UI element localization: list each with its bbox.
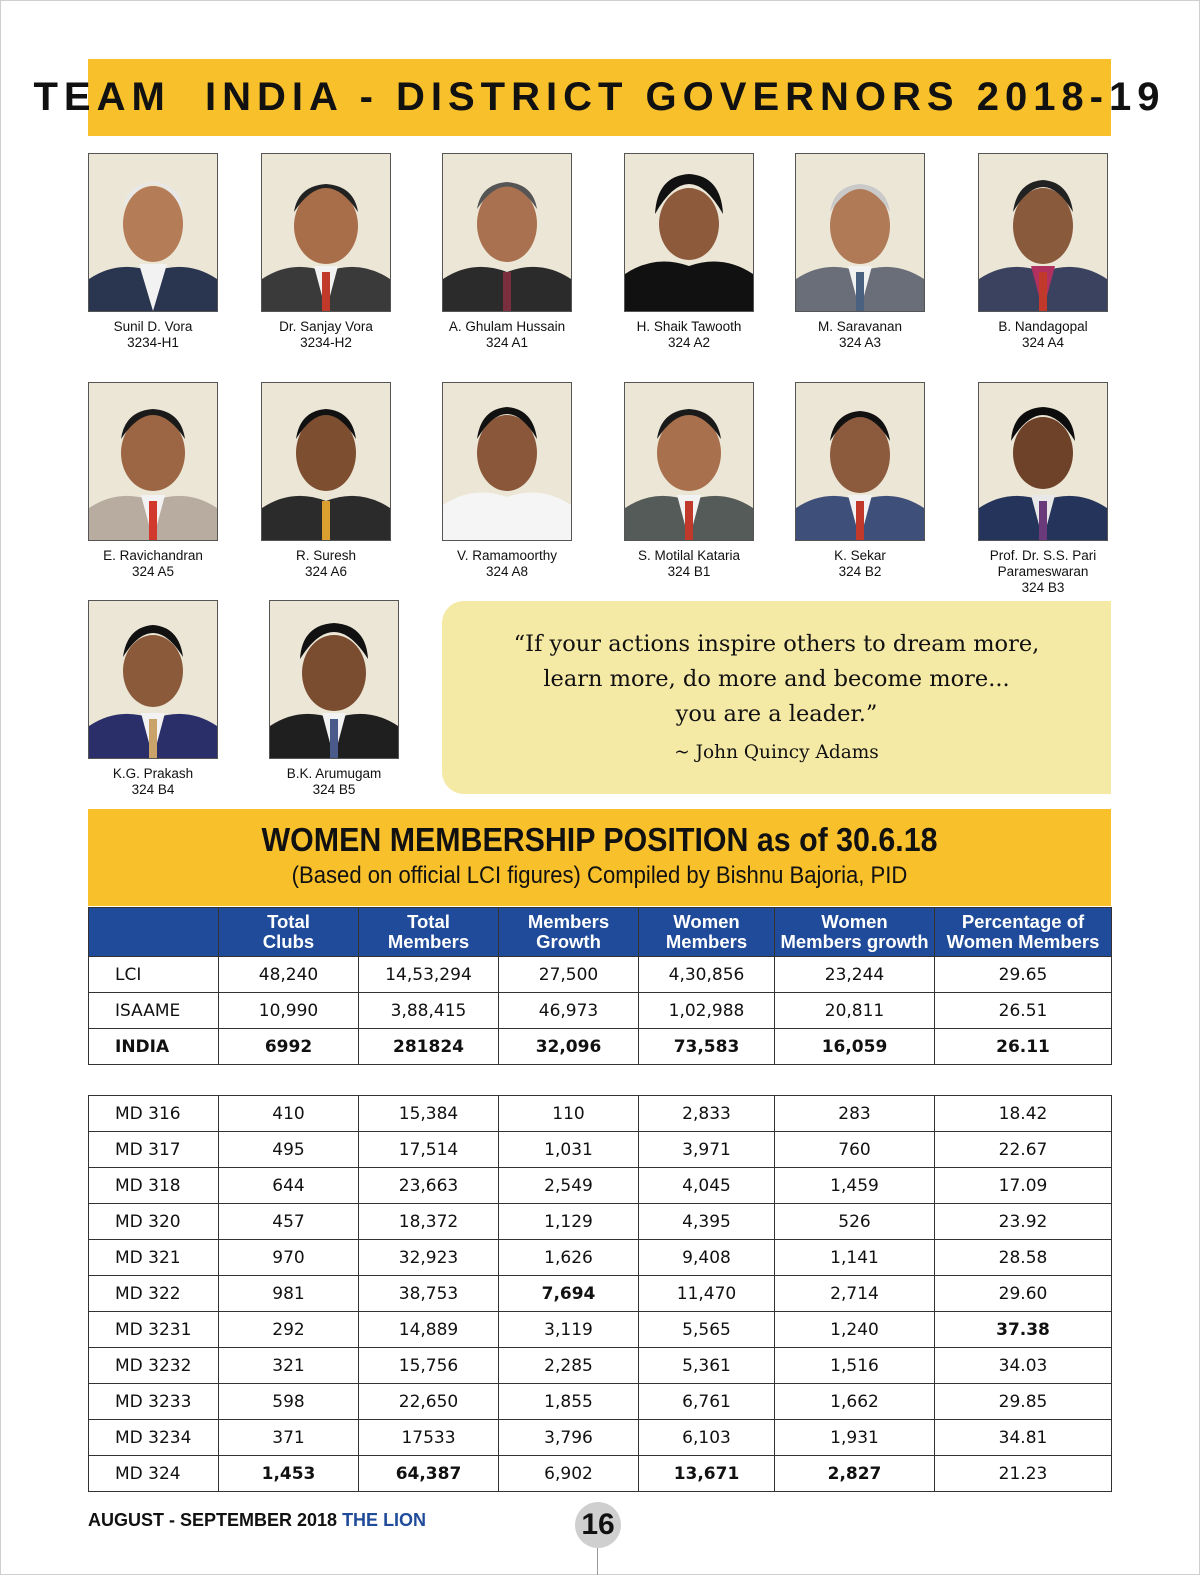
table-cell: 17533	[359, 1420, 499, 1456]
table-cell: 7,694	[499, 1276, 639, 1312]
row-label: MD 3232	[89, 1348, 219, 1384]
row-label: MD 324	[89, 1456, 219, 1492]
table-cell: 9,408	[639, 1240, 775, 1276]
table-cell: 110	[499, 1096, 639, 1132]
governor-district: 324 B4	[131, 782, 175, 797]
table-cell: 2,827	[775, 1456, 935, 1492]
table-row	[89, 1456, 1112, 1492]
table-cell: 15,384	[359, 1096, 499, 1132]
multiple-district-table	[88, 1095, 1112, 1492]
governor-name: Dr. Sanjay Vora	[279, 319, 373, 334]
table-cell: 10,990	[219, 993, 359, 1029]
governor-card	[978, 153, 1108, 351]
governor-card	[795, 382, 925, 580]
table-cell: 1,626	[499, 1240, 639, 1276]
governor-card	[269, 600, 399, 798]
table-cell: 3,796	[499, 1420, 639, 1456]
governor-name: R. Suresh	[295, 548, 357, 563]
governor-photo	[88, 382, 218, 541]
table-cell: 410	[219, 1096, 359, 1132]
column-header-empty	[89, 908, 219, 957]
governor-photo	[261, 153, 391, 312]
governor-district: 324 A5	[131, 564, 175, 579]
table-cell: 21.23	[935, 1456, 1112, 1492]
table-row	[89, 1132, 1112, 1168]
table-cell: 598	[219, 1384, 359, 1420]
table-cell: 970	[219, 1240, 359, 1276]
table-cell: 321	[219, 1348, 359, 1384]
section-subtitle: (Based on official LCI figures) Compiled by Bishnu Bajoria, PID	[291, 862, 908, 889]
column-header: Members Growth	[499, 908, 639, 957]
governor-district: 3234-H1	[127, 335, 179, 350]
table-cell: 526	[775, 1204, 935, 1240]
governor-district: 324 A3	[838, 335, 882, 350]
table-row	[89, 1312, 1112, 1348]
governor-card	[624, 153, 754, 351]
table-cell: 4,045	[639, 1168, 775, 1204]
column-header: Total Clubs	[219, 908, 359, 957]
governor-photo	[269, 600, 399, 759]
table-cell: 1,02,988	[639, 993, 775, 1029]
governor-card	[88, 600, 218, 798]
table-cell: 34.03	[935, 1348, 1112, 1384]
table-cell: 1,855	[499, 1384, 639, 1420]
table-cell: 23.92	[935, 1204, 1112, 1240]
governor-district: 324 B3	[1021, 580, 1065, 595]
governor-photo	[624, 382, 754, 541]
governor-card	[442, 153, 572, 351]
table-cell: 4,30,856	[639, 957, 775, 993]
table-cell: 2,714	[775, 1276, 935, 1312]
table-cell: 38,753	[359, 1276, 499, 1312]
table-cell: 14,53,294	[359, 957, 499, 993]
table-cell: 17,514	[359, 1132, 499, 1168]
table-cell: 32,096	[499, 1029, 639, 1065]
governor-name: H. Shaik Tawooth	[636, 319, 742, 334]
table-cell: 1,129	[499, 1204, 639, 1240]
governor-name: Sunil D. Vora	[113, 319, 193, 334]
row-label: MD 322	[89, 1276, 219, 1312]
governor-district: 324 A2	[667, 335, 711, 350]
table-cell: 1,662	[775, 1384, 935, 1420]
table-cell: 3,971	[639, 1132, 775, 1168]
governor-card	[978, 382, 1108, 596]
column-header: Percentage of Women Members	[935, 908, 1112, 957]
row-label: MD 316	[89, 1096, 219, 1132]
column-header: Women Members growth	[775, 908, 935, 957]
governor-photo	[624, 153, 754, 312]
footer-publication: THE LION	[342, 1510, 427, 1530]
table-cell: 18,372	[359, 1204, 499, 1240]
table-cell: 26.11	[935, 1029, 1112, 1065]
governor-name: S. Motilal Kataria	[637, 548, 741, 563]
governor-name: B.K. Arumugam	[286, 766, 382, 781]
table-cell: 46,973	[499, 993, 639, 1029]
governor-name: K. Sekar	[834, 548, 886, 563]
governor-photo	[442, 153, 572, 312]
table-row	[89, 1240, 1112, 1276]
governor-card	[795, 153, 925, 351]
governor-district: 324 B1	[667, 564, 711, 579]
quote-author: ~ John Quincy Adams	[674, 742, 879, 763]
table-cell: 283	[775, 1096, 935, 1132]
table-cell: 64,387	[359, 1456, 499, 1492]
table-cell: 6,761	[639, 1384, 775, 1420]
table-cell: 2,833	[639, 1096, 775, 1132]
governor-name: Prof. Dr. S.S. Pari	[989, 548, 1097, 563]
table-cell: 3,119	[499, 1312, 639, 1348]
table-cell: 13,671	[639, 1456, 775, 1492]
governor-card	[261, 382, 391, 580]
table-cell: 371	[219, 1420, 359, 1456]
table-cell: 11,470	[639, 1276, 775, 1312]
page-title: TEAM INDIA - DISTRICT GOVERNORS 2018-19	[33, 75, 1166, 119]
governor-name: V. Ramamoorthy	[456, 548, 558, 563]
governor-district: 3234-H2	[300, 335, 352, 350]
table-cell: 26.51	[935, 993, 1112, 1029]
row-label: MD 318	[89, 1168, 219, 1204]
table-row	[89, 993, 1112, 1029]
table-cell: 5,565	[639, 1312, 775, 1348]
table-cell: 18.42	[935, 1096, 1112, 1132]
page-number: 16	[575, 1502, 621, 1548]
table-cell: 6,902	[499, 1456, 639, 1492]
footer-issue: AUGUST - SEPTEMBER 2018	[88, 1510, 343, 1530]
table-cell: 23,244	[775, 957, 935, 993]
column-header: Women Members	[639, 908, 775, 957]
governor-district: 324 A8	[485, 564, 529, 579]
table-cell: 29.85	[935, 1384, 1112, 1420]
table-cell: 2,285	[499, 1348, 639, 1384]
governor-card	[88, 153, 218, 351]
governor-name: M. Saravanan	[817, 319, 903, 334]
table-cell: 457	[219, 1204, 359, 1240]
table-cell: 29.65	[935, 957, 1112, 993]
women-membership-header	[88, 809, 1111, 906]
governor-photo	[978, 382, 1108, 541]
table-cell: 1,141	[775, 1240, 935, 1276]
table-cell: 6,103	[639, 1420, 775, 1456]
quote-line: learn more, do more and become more...	[543, 666, 1010, 692]
governor-district: 324 B2	[838, 564, 882, 579]
table-cell: 760	[775, 1132, 935, 1168]
quote-text	[442, 627, 1111, 732]
table-cell: 6992	[219, 1029, 359, 1065]
table-cell: 29.60	[935, 1276, 1112, 1312]
table-header-row	[89, 908, 1112, 957]
governor-name: A. Ghulam Hussain	[448, 319, 566, 334]
table-row	[89, 1384, 1112, 1420]
table-cell: 32,923	[359, 1240, 499, 1276]
table-cell: 1,459	[775, 1168, 935, 1204]
page-divider	[597, 1548, 598, 1575]
table-cell: 16,059	[775, 1029, 935, 1065]
governor-district: 324 A6	[304, 564, 348, 579]
quote-box	[442, 601, 1111, 794]
governor-card	[261, 153, 391, 351]
table-cell: 981	[219, 1276, 359, 1312]
table-cell: 644	[219, 1168, 359, 1204]
table-cell: 281824	[359, 1029, 499, 1065]
table-cell: 23,663	[359, 1168, 499, 1204]
table-cell: 22.67	[935, 1132, 1112, 1168]
table-cell: 34.81	[935, 1420, 1112, 1456]
governor-card	[624, 382, 754, 580]
table-cell: 22,650	[359, 1384, 499, 1420]
row-label: MD 317	[89, 1132, 219, 1168]
governor-card	[88, 382, 218, 580]
table-cell: 5,361	[639, 1348, 775, 1384]
governor-district: 324 A1	[485, 335, 529, 350]
table-row	[89, 1348, 1112, 1384]
governor-district: 324 B5	[312, 782, 356, 797]
table-cell: 37.38	[935, 1312, 1112, 1348]
table-cell: 1,031	[499, 1132, 639, 1168]
governor-photo	[88, 153, 218, 312]
quote-line: “If your actions inspire others to dream more,	[513, 631, 1040, 657]
table-row	[89, 1096, 1112, 1132]
table-cell: 1,240	[775, 1312, 935, 1348]
governor-photo	[795, 382, 925, 541]
governor-photo	[442, 382, 572, 541]
table-cell: 14,889	[359, 1312, 499, 1348]
table-row	[89, 1204, 1112, 1240]
row-label: MD 320	[89, 1204, 219, 1240]
table-row	[89, 1420, 1112, 1456]
table-cell: 27,500	[499, 957, 639, 993]
row-label: LCI	[89, 957, 219, 993]
table-cell: 1,453	[219, 1456, 359, 1492]
row-label: ISAAME	[89, 993, 219, 1029]
table-cell: 3,88,415	[359, 993, 499, 1029]
table-cell: 495	[219, 1132, 359, 1168]
title-banner	[33, 59, 1166, 136]
table-cell: 1,516	[775, 1348, 935, 1384]
governor-photo	[978, 153, 1108, 312]
column-header: Total Members	[359, 908, 499, 957]
table-cell: 73,583	[639, 1029, 775, 1065]
governor-name-line2: Parameswaran	[997, 564, 1089, 579]
table-cell: 4,395	[639, 1204, 775, 1240]
governor-photo	[261, 382, 391, 541]
table-row	[89, 957, 1112, 993]
table-cell: 20,811	[775, 993, 935, 1029]
membership-summary-table	[88, 907, 1112, 1065]
table-row	[89, 1029, 1112, 1065]
table-cell: 15,756	[359, 1348, 499, 1384]
governor-name: B. Nandagopal	[998, 319, 1088, 334]
row-label: INDIA	[89, 1029, 219, 1065]
row-label: MD 3233	[89, 1384, 219, 1420]
table-cell: 17.09	[935, 1168, 1112, 1204]
governor-name: K.G. Prakash	[112, 766, 194, 781]
row-label: MD 321	[89, 1240, 219, 1276]
governor-photo	[88, 600, 218, 759]
row-label: MD 3234	[89, 1420, 219, 1456]
governor-district: 324 A4	[1021, 335, 1065, 350]
table-cell: 48,240	[219, 957, 359, 993]
table-row	[89, 1276, 1112, 1312]
governor-card	[442, 382, 572, 580]
table-cell: 28.58	[935, 1240, 1112, 1276]
governor-photo	[795, 153, 925, 312]
section-title: WOMEN MEMBERSHIP POSITION as of 30.6.18	[261, 821, 938, 858]
governor-name: E. Ravichandran	[103, 548, 203, 563]
table-cell: 292	[219, 1312, 359, 1348]
table-row	[89, 1168, 1112, 1204]
row-label: MD 3231	[89, 1312, 219, 1348]
table-cell: 1,931	[775, 1420, 935, 1456]
footer	[88, 1510, 426, 1531]
quote-line: you are a leader.”	[675, 701, 878, 727]
table-cell: 2,549	[499, 1168, 639, 1204]
